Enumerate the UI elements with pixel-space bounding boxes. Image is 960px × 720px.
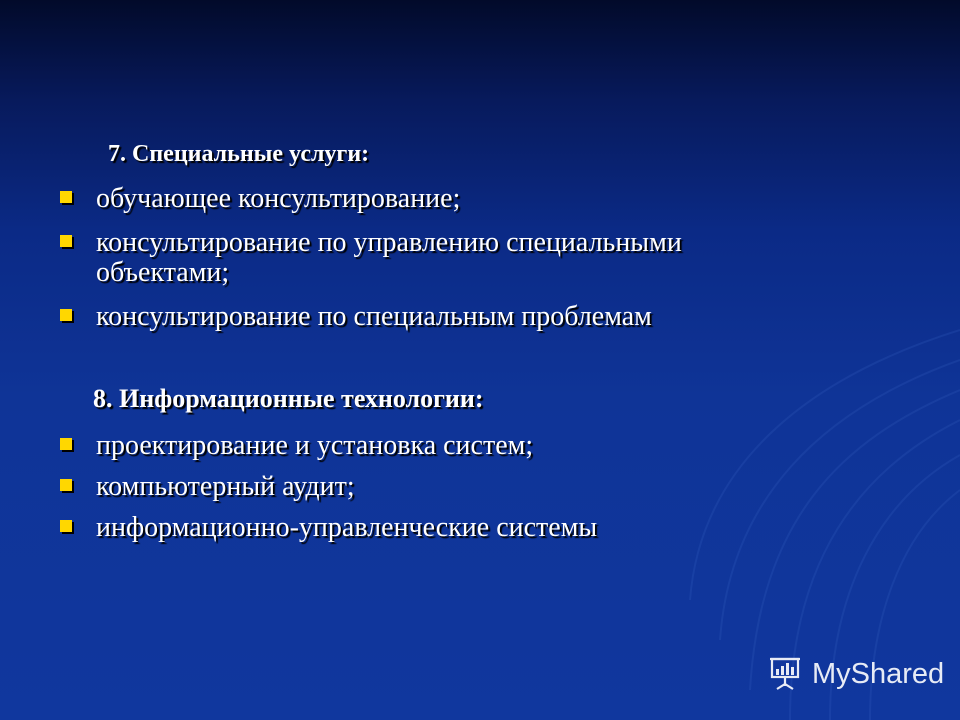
square-bullet-icon	[60, 191, 72, 203]
list-item	[60, 302, 780, 332]
list-item-text: обучающее консультирование;	[96, 183, 461, 214]
square-bullet-icon	[60, 520, 72, 532]
watermark	[768, 654, 944, 694]
list-item	[60, 431, 780, 461]
list-item-text: проектирование и установка систем;	[96, 430, 534, 461]
square-bullet-icon	[60, 235, 72, 247]
list-item-text: компьютерный аудит;	[96, 471, 355, 502]
section-7-heading: 7. Специальные услуги:	[108, 141, 370, 167]
list-item-text: консультирование по управлению специальными объектами;	[96, 227, 682, 288]
list-item	[60, 228, 780, 288]
section-8-heading: 8. Информационные технологии:	[93, 384, 484, 413]
presentation-board-icon	[768, 656, 806, 692]
list-item-text: консультирование по специальным проблемам	[96, 301, 652, 332]
list-item	[60, 184, 780, 214]
list-item	[60, 513, 780, 543]
list-item	[60, 472, 780, 502]
square-bullet-icon	[60, 438, 72, 450]
watermark-text: MyShared	[812, 657, 945, 690]
square-bullet-icon	[60, 479, 72, 491]
square-bullet-icon	[60, 309, 72, 321]
list-item-text: информационно-управленческие системы	[96, 512, 598, 543]
